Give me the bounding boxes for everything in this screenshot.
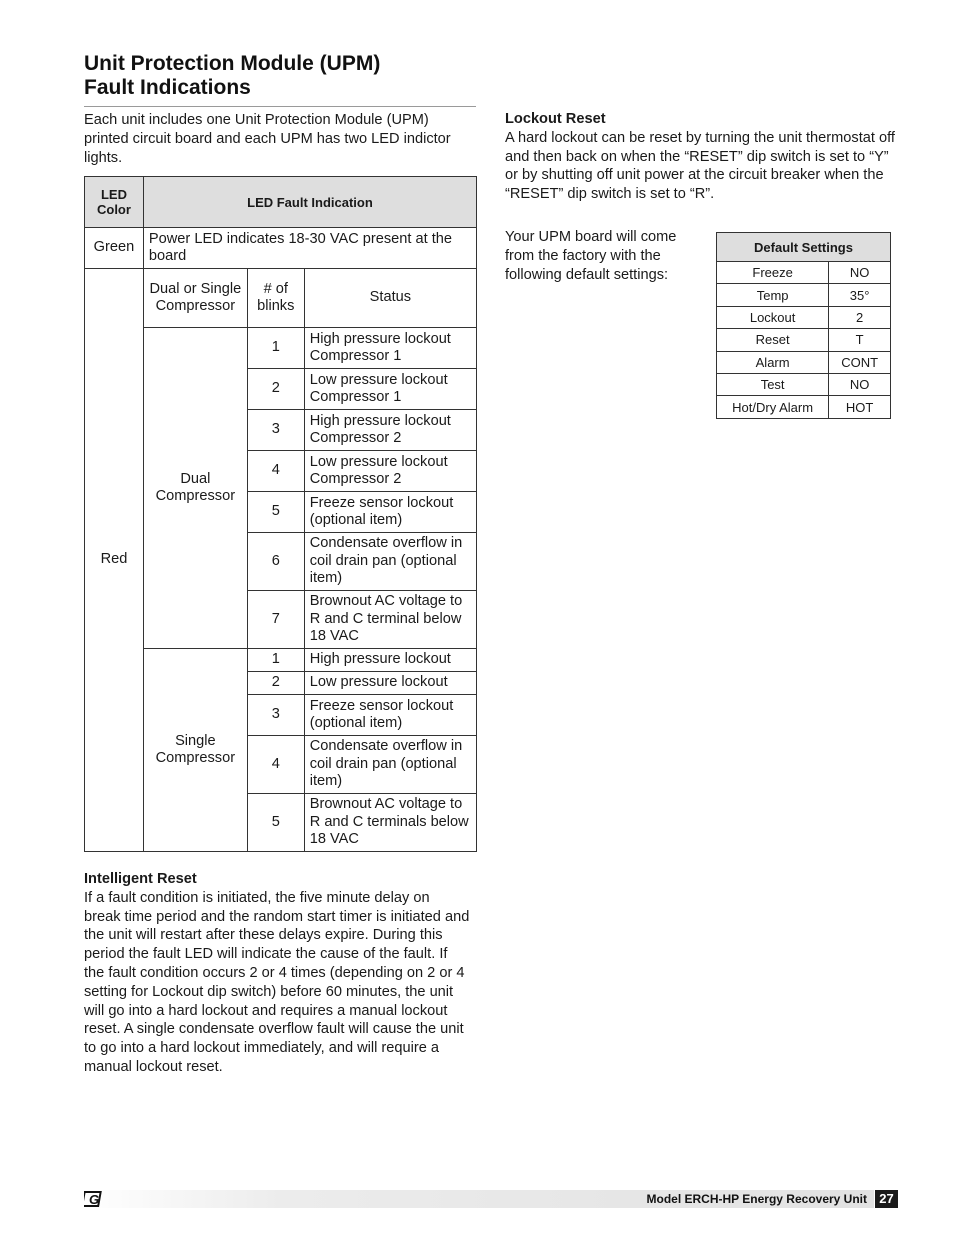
sub-header-blinks: # of blinks [247, 269, 304, 328]
single-blinks-5: 5 [247, 794, 304, 852]
single-blinks-2: 2 [247, 672, 304, 695]
lockout-reset-heading: Lockout Reset [505, 111, 606, 127]
single-compressor-label: Single Compressor [143, 649, 247, 852]
setting-name-freeze: Freeze [717, 262, 829, 284]
setting-value-hot-dry-alarm: HOT [829, 396, 891, 418]
dual-blinks-1: 1 [247, 328, 304, 369]
dual-blinks-5: 5 [247, 492, 304, 533]
dual-status-3: High pressure lockout Compressor 2 [304, 410, 476, 451]
setting-name-alarm: Alarm [717, 351, 829, 373]
dual-status-2: Low pressure lockout Compressor 1 [304, 369, 476, 410]
single-status-2: Low pressure lockout [304, 672, 476, 695]
header-led-color: LED Color [85, 177, 144, 228]
setting-name-test: Test [717, 373, 829, 395]
dual-status-7: Brownout AC voltage to R and C terminal below 18 VAC [304, 591, 476, 649]
single-status-4: Condensate overflow in coil drain pan (optional item) [304, 736, 476, 794]
dual-blinks-2: 2 [247, 369, 304, 410]
title-line-2: Fault Indications [84, 76, 251, 99]
setting-value-temp: 35° [829, 284, 891, 306]
dual-blinks-4: 4 [247, 451, 304, 492]
setting-name-reset: Reset [717, 329, 829, 351]
green-description: Power LED indicates 18-30 VAC present at the board [143, 228, 476, 269]
single-status-5: Brownout AC voltage to R and C terminals below 18 VAC [304, 794, 476, 852]
dual-status-5: Freeze sensor lockout (optional item) [304, 492, 476, 533]
single-blinks-4: 4 [247, 736, 304, 794]
setting-value-alarm: CONT [829, 351, 891, 373]
intelligent-reset-section [84, 870, 470, 1077]
defaults-intro: Your UPM board will come from the factory with the following default settings: [505, 229, 677, 283]
setting-value-reset: T [829, 329, 891, 351]
default-settings-header: Default Settings [717, 233, 891, 262]
single-status-1: High pressure lockout [304, 649, 476, 672]
svg-text:G: G [89, 1192, 100, 1207]
page-title [84, 52, 476, 107]
single-status-3: Freeze sensor lockout (optional item) [304, 695, 476, 736]
sub-header-compressor-type: Dual or Single Compressor [143, 269, 247, 328]
single-blinks-3: 3 [247, 695, 304, 736]
setting-name-hot-dry-alarm: Hot/Dry Alarm [717, 396, 829, 418]
red-label: Red [85, 269, 144, 852]
setting-name-lockout: Lockout [717, 306, 829, 328]
default-settings-table [716, 232, 891, 419]
sub-header-status: Status [304, 269, 476, 328]
setting-value-test: NO [829, 373, 891, 395]
page-number: 27 [875, 1190, 898, 1208]
led-fault-table [84, 176, 477, 852]
setting-value-freeze: NO [829, 262, 891, 284]
header-led-fault-indication: LED Fault Indication [143, 177, 476, 228]
dual-compressor-label: Dual Compressor [143, 328, 247, 649]
setting-name-temp: Temp [717, 284, 829, 306]
brand-logo-icon [84, 1190, 104, 1208]
green-label: Green [85, 228, 144, 269]
intro-paragraph: Each unit includes one Unit Protection Module (UPM) printed circuit board and each UPM has two LED indictor lights. [84, 112, 451, 166]
dual-status-4: Low pressure lockout Compressor 2 [304, 451, 476, 492]
single-blinks-1: 1 [247, 649, 304, 672]
setting-value-lockout: 2 [829, 306, 891, 328]
footer-model-text: Model ERCH-HP Energy Recovery Unit [646, 1192, 867, 1206]
lockout-reset-body: A hard lockout can be reset by turning the unit thermostat off and then back on when the “RESET” dip switch is set to “Y” or by shutting off unit power at the circuit breaker when the “RESET” dip switch is set to “R”. [505, 129, 895, 203]
intelligent-reset-heading: Intelligent Reset [84, 871, 197, 887]
title-line-1: Unit Protection Module (UPM) [84, 52, 381, 75]
dual-status-6: Condensate overflow in coil drain pan (optional item) [304, 533, 476, 591]
lockout-reset-section [505, 110, 895, 204]
dual-blinks-7: 7 [247, 591, 304, 649]
dual-blinks-6: 6 [247, 533, 304, 591]
dual-blinks-3: 3 [247, 410, 304, 451]
intelligent-reset-body: If a fault condition is initiated, the five minute delay on break time period and the random start timer is initiated and the unit will restart after these delays expire. During this period the fault LED will indicate the cause of the fault. If the fault condition occurs 2 or 4 times (depending on 2 or 4 setting for Lockout dip switch) before 60 minutes, the unit will go into a hard lockout and requires a manual lockout reset. A single condensate overflow fault will cause the unit to go into a hard lockout immediately, and will require a manual lockout reset. [84, 889, 470, 1075]
dual-status-1: High pressure lockout Compressor 1 [304, 328, 476, 369]
